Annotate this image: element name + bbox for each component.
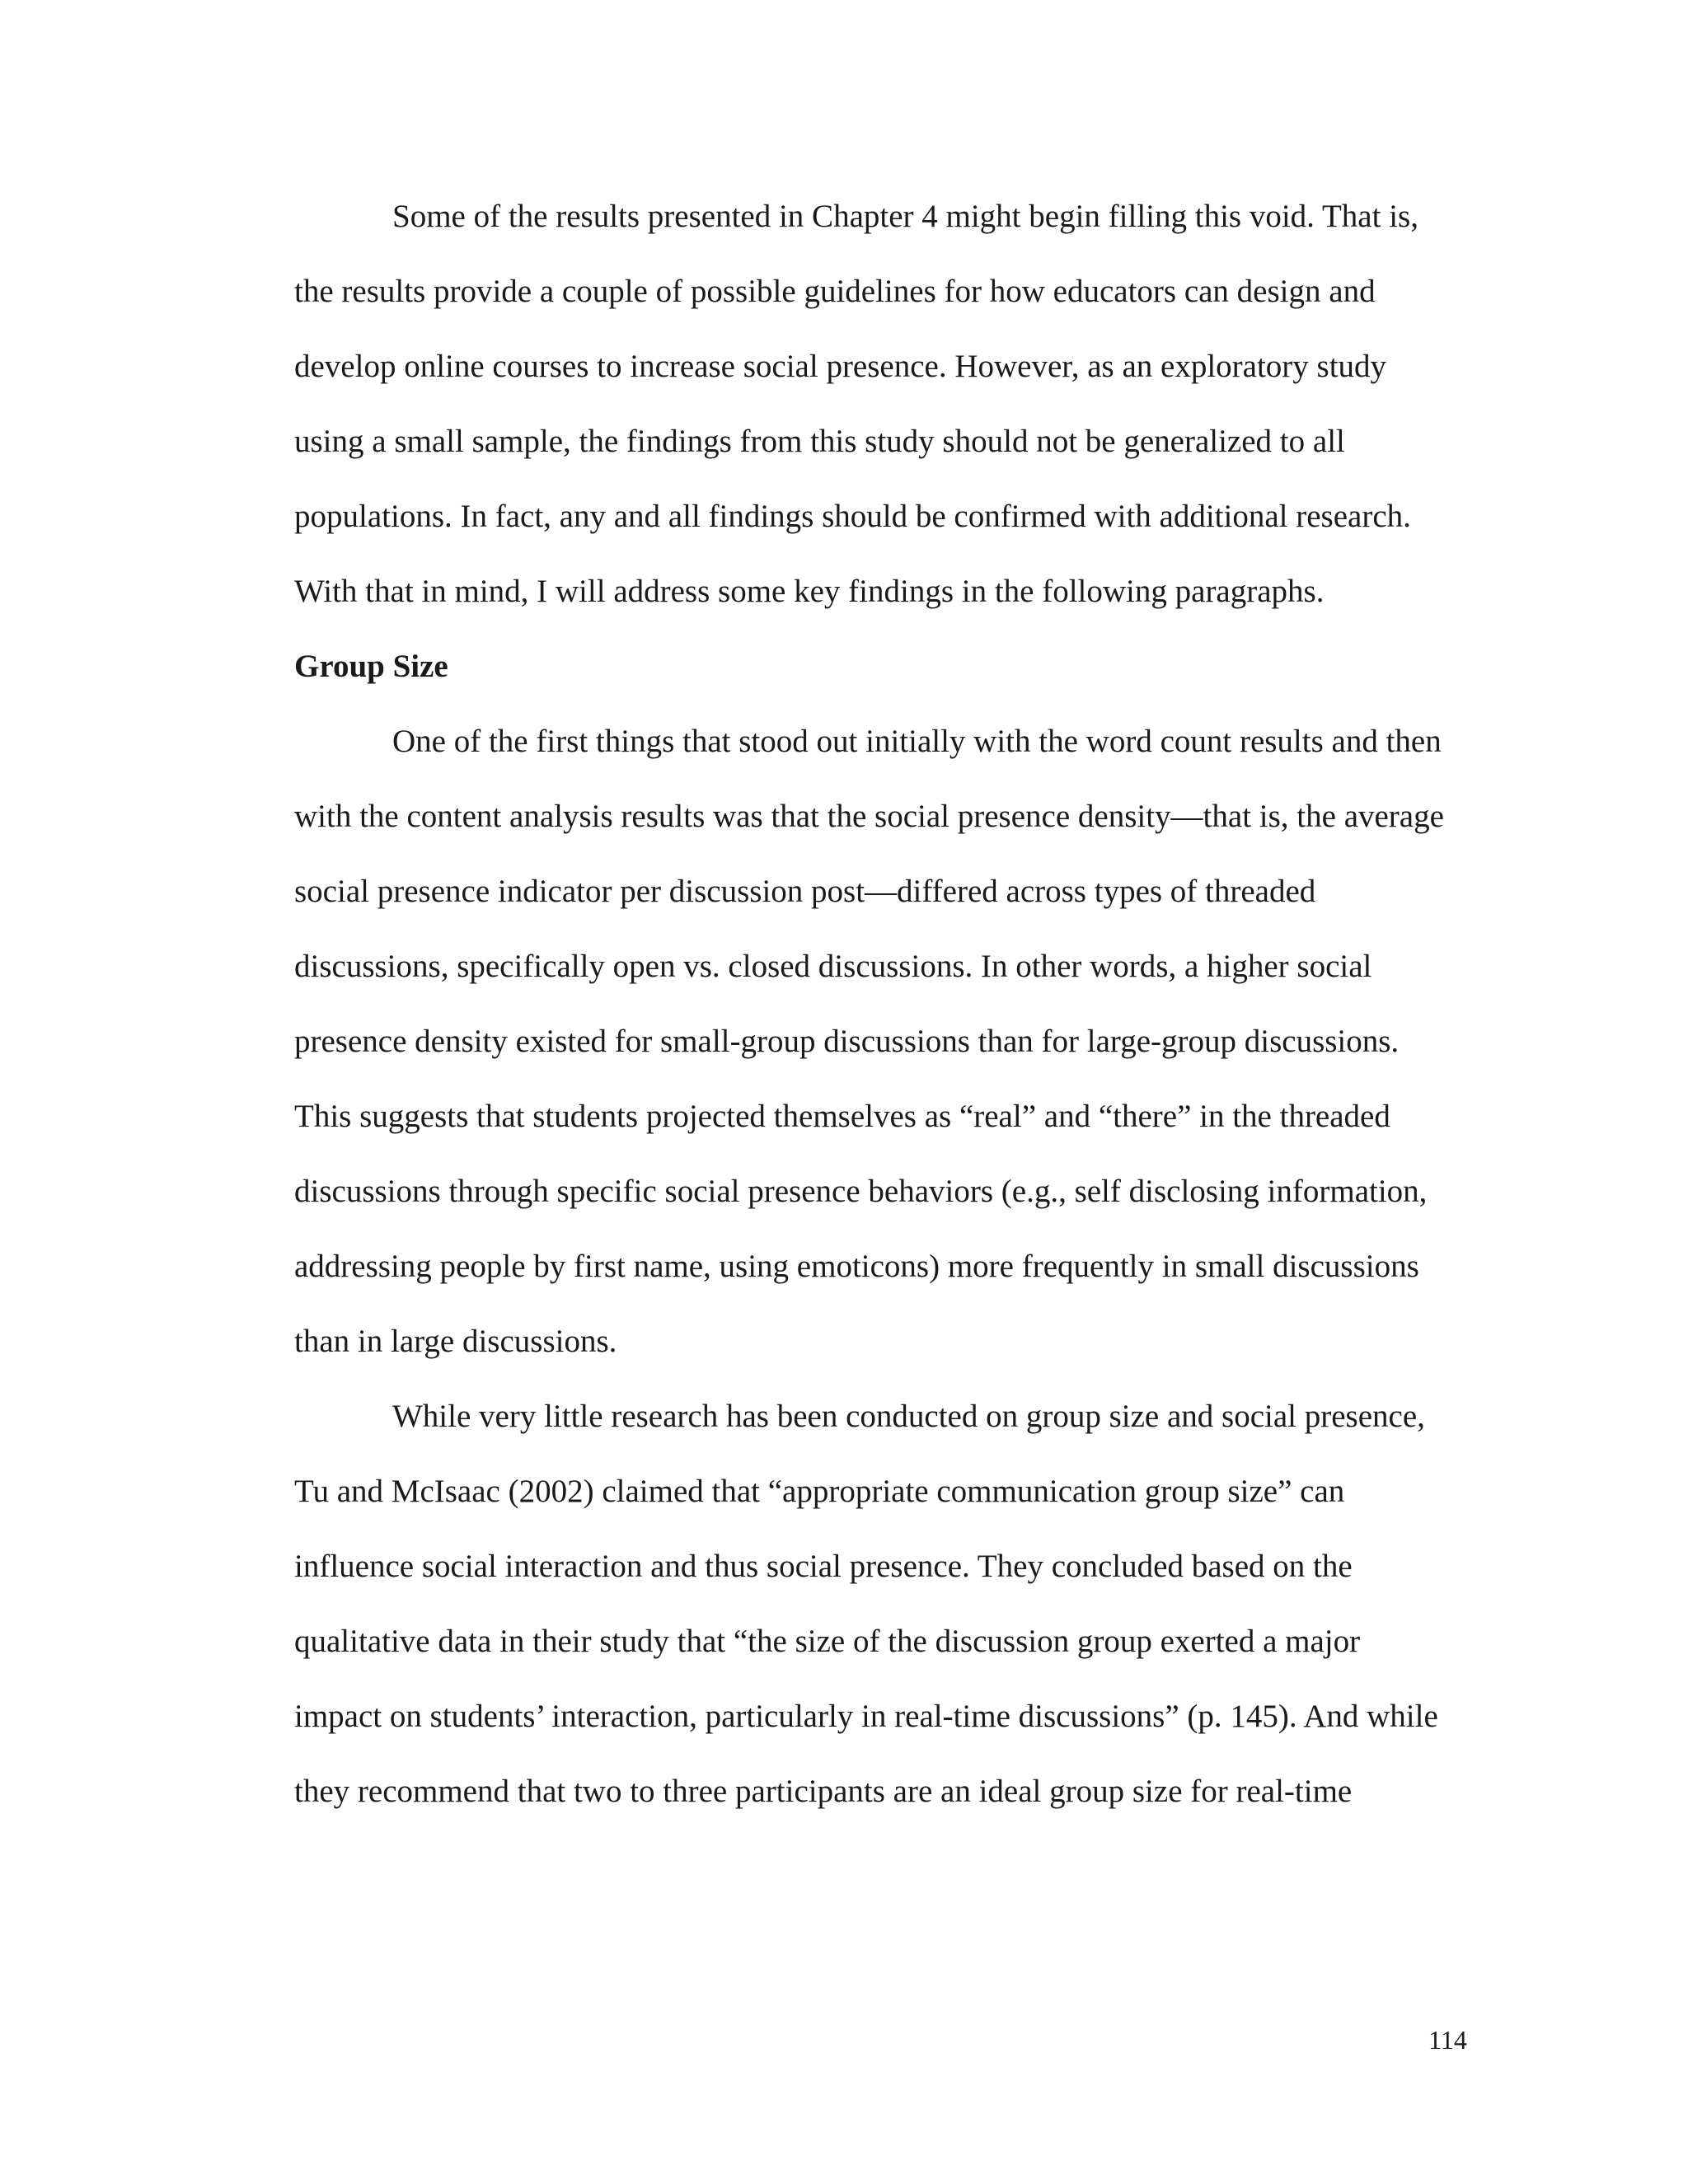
section-heading: Group Size [294, 649, 448, 684]
paragraph-3-line-3: influence social interaction and thus social presence. They concluded based on the [294, 1549, 1353, 1584]
paragraph-3-line-1: While very little research has been conducted on group size and social presence, [392, 1399, 1425, 1434]
paragraph-2-line-4: discussions, specifically open vs. closed discussions. In other words, a higher social [294, 949, 1372, 984]
paragraph-2-line-5: presence density existed for small-group discussions than for large-group discussions. [294, 1024, 1400, 1059]
paragraph-2-line-3: social presence indicator per discussion post—differed across types of threaded [294, 874, 1316, 909]
paragraph-1-line-6: With that in mind, I will address some key findings in the following paragraphs. [294, 574, 1325, 609]
paragraph-3-line-5: impact on students’ interaction, particularly in real-time discussions” (p. 145). And while [294, 1699, 1438, 1734]
paragraph-3-line-4: qualitative data in their study that “the size of the discussion group exerted a major [294, 1624, 1361, 1659]
paragraph-2-line-8: addressing people by first name, using emoticons) more frequently in small discussions [294, 1249, 1419, 1284]
paragraph-1-line-2: the results provide a couple of possible guidelines for how educators can design and [294, 274, 1376, 309]
page-number: 114 [1428, 2025, 1467, 2055]
paragraph-2-line-6: This suggests that students projected themselves as “real” and “there” in the threaded [294, 1099, 1390, 1134]
paragraph-2-line-2: with the content analysis results was that the social presence density—that is, the average [294, 799, 1444, 834]
paragraph-2-line-7: discussions through specific social presence behaviors (e.g., self disclosing information, [294, 1174, 1428, 1209]
paragraph-3-line-2: Tu and McIsaac (2002) claimed that “appropriate communication group size” can [294, 1474, 1345, 1509]
paragraph-1-line-4: using a small sample, the findings from this study should not be generalized to all [294, 424, 1345, 459]
paragraph-2-line-1: One of the first things that stood out initially with the word count results and then [392, 724, 1442, 759]
paragraph-2-line-9: than in large discussions. [294, 1324, 617, 1359]
paragraph-3-line-6: they recommend that two to three participants are an ideal group size for real-time [294, 1774, 1353, 1809]
paragraph-1-line-1: Some of the results presented in Chapter 4 might begin filling this void. That is, [392, 199, 1418, 234]
paragraph-1-line-5: populations. In fact, any and all findings should be confirmed with additional research. [294, 499, 1411, 534]
paragraph-1-line-3: develop online courses to increase social presence. However, as an exploratory study [294, 349, 1387, 384]
